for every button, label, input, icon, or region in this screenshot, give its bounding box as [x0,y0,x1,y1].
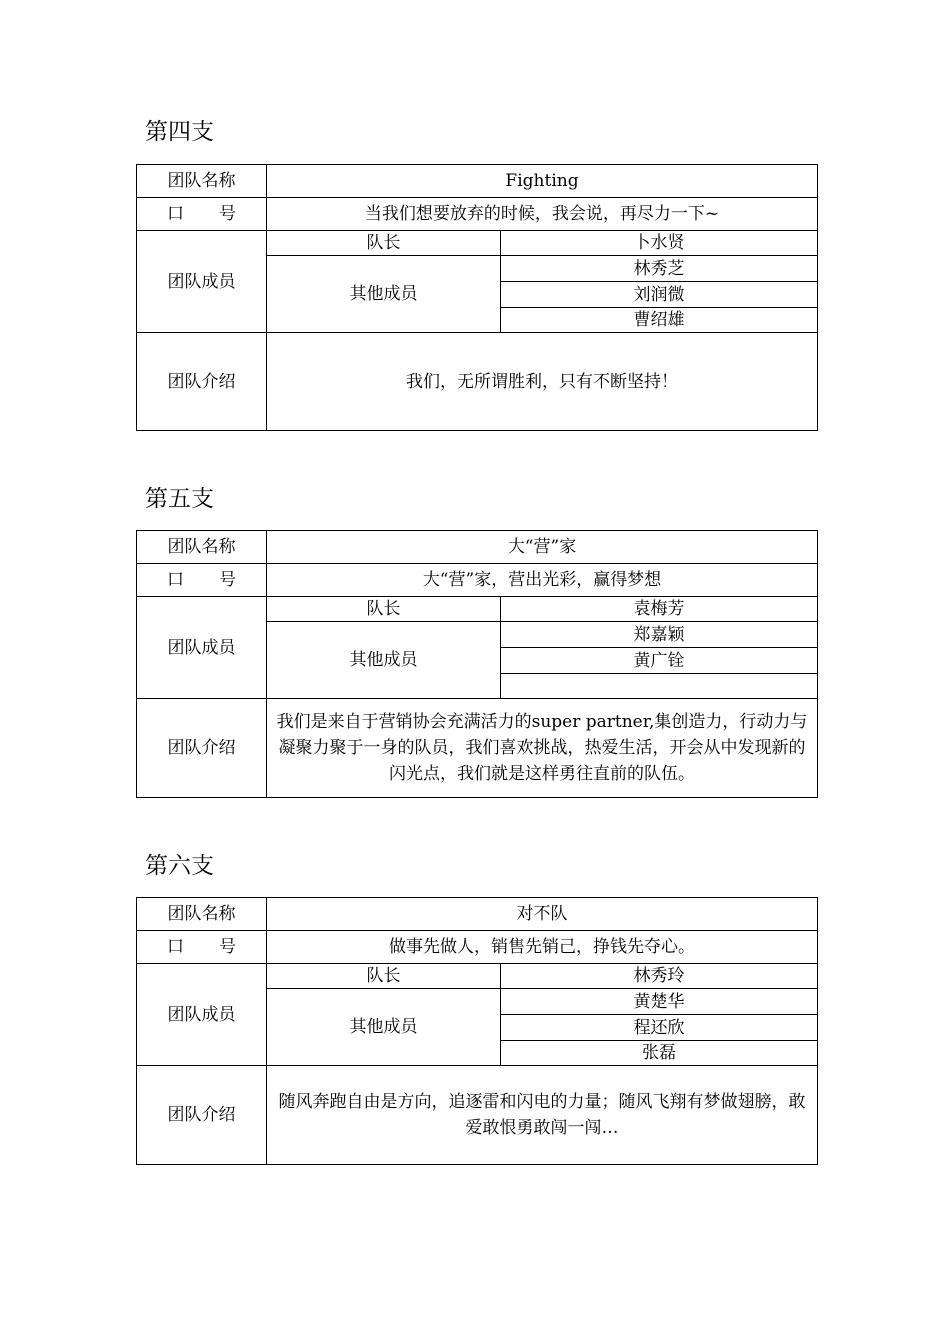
slogan-label: 口 号 [137,198,267,231]
member-value: 张磊 [501,1041,818,1066]
members-label: 团队成员 [137,964,267,1066]
intro-value: 我们，无所谓胜利，只有不断坚持！ [267,333,818,431]
team-name-value: 对不队 [267,898,818,931]
captain-label: 队长 [267,597,501,622]
captain-label: 队长 [267,231,501,256]
members-label: 团队成员 [137,597,267,699]
captain-value: 袁梅芳 [501,597,818,622]
intro-value: 我们是来自于营销协会充满活力的super partner,集创造力，行动力与凝聚力聚于一身的队员，我们喜欢挑战，热爱生活，开会从中发现新的闪光点，我们就是这样勇往直前的队伍。 [267,699,818,798]
team-name-label: 团队名称 [137,165,267,198]
team-name-value: 大“营”家 [267,531,818,564]
member-value: 林秀芝 [501,256,818,282]
section-heading: 第五支 [145,486,214,512]
team-name-label: 团队名称 [137,531,267,564]
slogan-value: 当我们想要放弃的时候，我会说，再尽力一下~ [267,198,818,231]
other-members-label: 其他成员 [267,256,501,333]
member-value [501,674,818,699]
intro-label: 团队介绍 [137,699,267,798]
captain-label: 队长 [267,964,501,989]
intro-label: 团队介绍 [137,333,267,431]
team-table [136,897,818,1165]
team-table [136,164,818,431]
team-table [136,530,818,798]
slogan-label: 口 号 [137,931,267,964]
member-value: 曹绍雄 [501,308,818,333]
other-members-label: 其他成员 [267,989,501,1066]
other-members-label: 其他成员 [267,622,501,699]
member-value: 刘润微 [501,282,818,308]
members-label: 团队成员 [137,231,267,333]
section-heading: 第六支 [145,853,214,879]
intro-value: 随风奔跑自由是方向，追逐雷和闪电的力量；随风飞翔有梦做翅膀，敢爱敢恨勇敢闯一闯… [267,1066,818,1165]
slogan-value: 大“营”家，营出光彩，赢得梦想 [267,564,818,597]
member-value: 郑嘉颖 [501,622,818,648]
team-name-value: Fighting [267,165,818,198]
slogan-value: 做事先做人，销售先销己，挣钱先夺心。 [267,931,818,964]
intro-label: 团队介绍 [137,1066,267,1165]
member-value: 程还欣 [501,1015,818,1041]
captain-value: 林秀玲 [501,964,818,989]
member-value: 黄楚华 [501,989,818,1015]
captain-value: 卜水贤 [501,231,818,256]
member-value: 黄广铨 [501,648,818,674]
team-name-label: 团队名称 [137,898,267,931]
slogan-label: 口 号 [137,564,267,597]
section-heading: 第四支 [145,119,214,145]
